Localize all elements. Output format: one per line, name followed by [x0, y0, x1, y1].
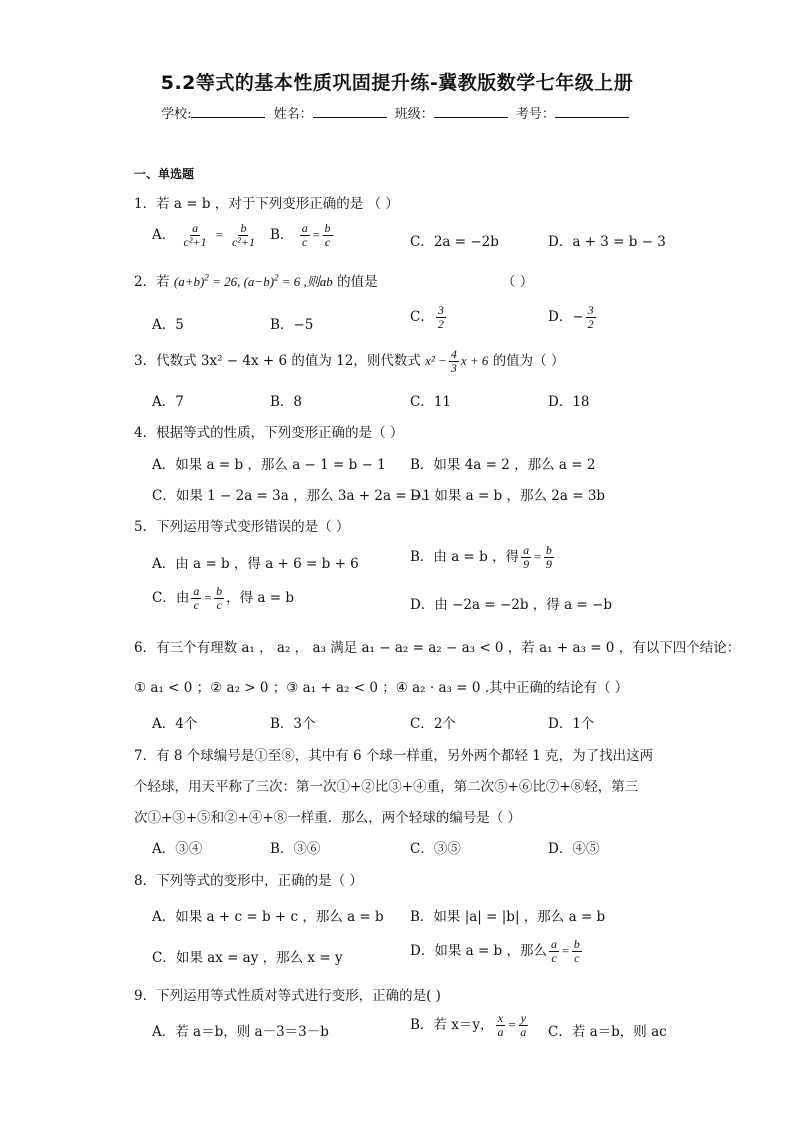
q1-option-b: B． $\frac{a}{c}$ = $\frac{b}{c}$	[270, 221, 331, 249]
q2-option-c: C． $\frac{3}{2}$	[410, 303, 444, 331]
q6-option-b: B．3个	[270, 716, 316, 732]
page-title: 5.2等式的基本性质巩固提升练-冀教版数学七年级上册	[160, 72, 634, 94]
question-7-line-3: 次①+③+⑤和②+④+⑧一样重．那么，两个轻球的编号是（ ）	[134, 810, 522, 826]
q2-option-d: D．− $\frac{3}{2}$	[548, 303, 594, 331]
q8-option-a: A．如果 a + c = b + c ，那么 a = b	[152, 909, 384, 925]
question-1-stem: 1．若 a = b ，对于下列变形正确的是 （ ）	[134, 196, 399, 212]
q4-option-b: B．如果 4a = 2 ，那么 a = 2	[410, 457, 596, 473]
q2-option-b: B．−5	[270, 317, 314, 333]
question-3-stem: 3．代数式 3x² − 4x + 6 的值为 12，则代数式 x² − $\frac{4}{3}$ x + 6 的值为（ ）	[134, 347, 565, 375]
q7-option-b: B．③⑥	[270, 841, 321, 857]
q6-option-d: D．1个	[548, 716, 595, 732]
exam-no-label: 考号：	[515, 107, 555, 122]
q9-option-a: A．若 a＝b，则 a－3＝3－b	[152, 1024, 329, 1040]
q3-option-d: D．18	[548, 394, 590, 410]
class-label: 班级：	[394, 107, 434, 122]
q9-option-c: C．若 a＝b，则 ac	[548, 1024, 667, 1040]
q5-option-b: B．由 a = b ，得 $\frac{a}{9}$ = $\frac{b}{9}$	[410, 543, 552, 571]
q5-option-d: D．由 −2a = −2b ，得 a = −b	[410, 597, 612, 613]
question-7-line-1: 7．有 8 个球编号是①至⑧，其中有 6 个球一样重，另外两个都轻 1 克，为了找出这两	[134, 748, 654, 764]
q3-option-a: A．7	[152, 394, 184, 410]
q2-option-a: A．5	[152, 317, 184, 333]
q6-option-c: C．2个	[410, 716, 456, 732]
q9-option-b: B．若 x＝y， $\frac{x}{a}$ = $\frac{y}{a}$	[410, 1011, 527, 1039]
q7-option-c: C．③⑤	[410, 841, 461, 857]
class-blank[interactable]	[434, 105, 508, 118]
question-4-stem: 4．根据等式的性质，下列变形正确的是（ ）	[134, 425, 404, 441]
exam-no-blank[interactable]	[555, 105, 629, 118]
q4-option-d: D．如果 a = b ，那么 2a = 3b	[410, 488, 606, 504]
question-6-statements: ① a₁ < 0 ；② a₂ > 0 ；③ a₁ + a₂ < 0 ；④ a₂ · a₃ = 0 .其中正确的结论有（ ）	[134, 680, 629, 696]
q7-option-d: D．④⑤	[548, 841, 600, 857]
question-5-stem: 5．下列运用等式变形错误的是（ ）	[134, 519, 350, 535]
question-7-line-2: 个轻球，用天平称了三次：第一次①+②比③+④重，第二次⑤+⑥比⑦+⑧轻，第三	[134, 779, 639, 795]
school-blank[interactable]	[191, 105, 265, 118]
section-heading: 一、单选题	[134, 167, 195, 181]
school-label: 学校:	[161, 107, 192, 122]
q4-option-a: A．如果 a = b ，那么 a − 1 = b − 1	[152, 457, 386, 473]
q4-option-c: C．如果 1 − 2a = 3a ，那么 3a + 2a = −1	[152, 488, 431, 504]
q3-option-c: C．11	[410, 394, 452, 410]
question-2-stem: 2．若 $(a+b)^2 = 26$, $(a-b)^2 = 6$ ,则ab 的值是 （ ）	[134, 272, 534, 290]
q7-option-a: A．③④	[152, 841, 203, 857]
q8-option-d: D．如果 a = b ，那么 $\frac{a}{c}$ = $\frac{b}{c}$	[410, 937, 580, 965]
q1-option-d: D．a + 3 = b − 3	[548, 234, 666, 250]
question-8-stem: 8．下列等式的变形中，正确的是（ ）	[134, 873, 363, 889]
q8-option-b: B．如果 |a| = |b| ，那么 a = b	[410, 909, 606, 925]
q8-option-c: C．如果 ax = ay ，那么 x = y	[152, 950, 343, 966]
q3-option-b: B．8	[270, 394, 303, 410]
q5-option-a: A．由 a = b ，得 a + 6 = b + 6	[152, 556, 359, 572]
q1-option-c: C．2a = −2b	[410, 234, 499, 250]
question-9-stem: 9．下列运用等式性质对等式进行变形，正确的是( )	[134, 988, 441, 1004]
student-info-line	[0, 103, 794, 122]
question-6-stem: 6．有三个有理数 a₁ ， a₂ ， a₃ 满足 a₁ − a₂ = a₂ − a₃ < 0 ，若 a₁ + a₃ = 0 ，有以下四个结论：	[134, 640, 741, 656]
q5-option-c: C．由 $\frac{a}{c}$ = $\frac{b}{c}$ ，得 a = b	[152, 584, 295, 612]
q1-option-a: A． $\frac{a}{\text{c²+1}}$ = $\frac{b}{\text{c²+1}}$	[152, 221, 255, 249]
name-blank[interactable]	[313, 105, 387, 118]
q6-option-a: A．4个	[152, 716, 198, 732]
name-label: 姓名：	[273, 107, 313, 122]
